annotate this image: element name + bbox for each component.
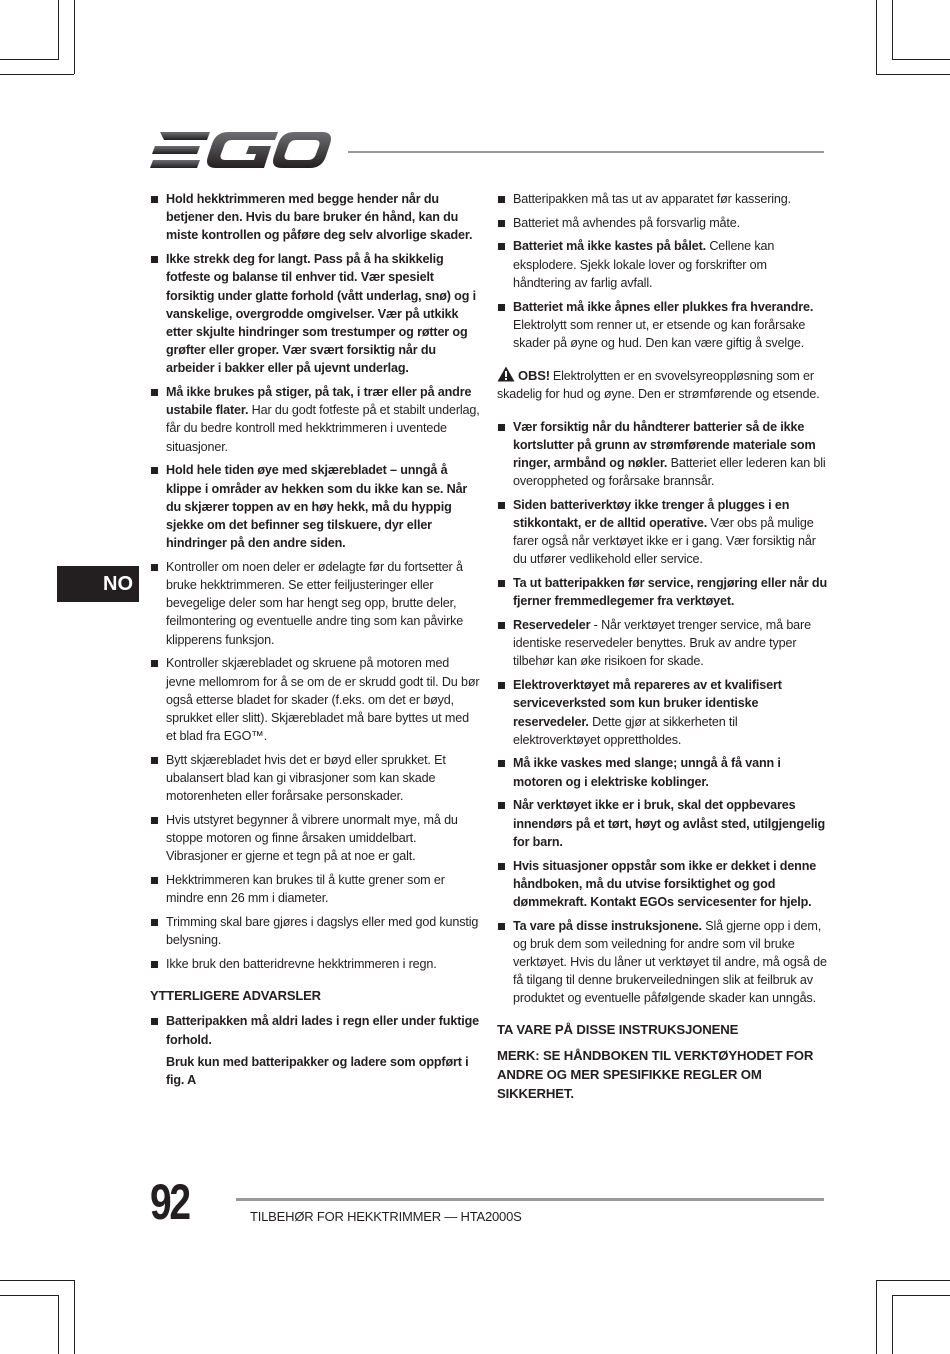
left-column <box>150 190 480 1096</box>
crop-mark <box>892 0 893 60</box>
list-item: Ta vare på disse instruksjonene. Slå gjerne opp i dem, og bruk dem som veiledning for andre som vil bruke verktøyet. Hvis du låner ut verktøyet til andre, må også de få tilgang til denne brukerveiledningen slik at feilbruk av produktet og eventuelle påfølgende skader kan unngås. <box>497 917 827 1008</box>
closing-note: MERK: SE HÅNDBOKEN TIL VERKTØYHODET FOR ANDRE OG MER SPESIFIKKE REGLER OM SIKKERHET. <box>497 1047 814 1101</box>
list-item: Hold hele tiden øye med skjærebladet – unngå å klippe i områder av hekken som du ikke kan se. Når du skjærer toppen av en høy hekk, må du hyppig sjekke om det befinner seg tilskuere, dyr eller hindringer på den andre siden. <box>150 461 480 552</box>
list-item: Hvis utstyret begynner å vibrere unormalt mye, må du stoppe motoren og finne årsaken umiddelbart. Vibrasjoner er gjerne et tegn på at noe er galt. <box>150 811 480 866</box>
list-item: Ikke bruk den batteridrevne hekktrimmeren i regn. <box>150 955 480 973</box>
bullet <box>151 196 158 203</box>
bullet <box>498 923 505 930</box>
bullet <box>498 196 505 203</box>
crop-mark <box>876 1280 950 1281</box>
footer-title: TILBEHØR FOR HEKKTRIMMER — HTA2000S <box>250 1209 522 1224</box>
obs-warning <box>497 366 827 403</box>
list-item: Når verktøyet ikke er i bruk, skal det oppbevares innendørs på et tørt, høyt og avlåst sted, utilgjengelig for barn. <box>497 796 827 851</box>
list-item: Reservedeler - Når verktøyet trenger service, må bare identiske reservedeler benyttes. Bruk av andre typer tilbehør kan øke risikoen for skade. <box>497 616 827 671</box>
list-item: Batteriet må avhendes på forsvarlig måte. <box>497 214 827 232</box>
bullet <box>151 660 158 667</box>
bullet <box>151 817 158 824</box>
crop-mark <box>876 0 877 74</box>
list-item: Elektroverktøyet må repareres av et kvalifisert serviceverksted som kun bruker identiske reservedeler. Dette gjør at sikkerheten til elektroverktøyet opprettholdes. <box>497 676 827 749</box>
crop-mark <box>58 1295 59 1354</box>
list-item: Må ikke brukes på stiger, på tak, i trær eller på andre ustabile flater. Har du godt fotfeste på et stabilt underlag, får du bedre kontroll med hekktrimmeren i uventede situasjoner. <box>150 383 480 456</box>
bullet <box>498 580 505 587</box>
right-column <box>497 190 827 1103</box>
bullet <box>151 389 158 396</box>
crop-mark <box>876 74 950 75</box>
header-rule <box>348 151 824 153</box>
crop-mark <box>58 0 59 60</box>
closing-heading: TA VARE PÅ DISSE INSTRUKSJONENE <box>497 1021 739 1037</box>
list-item: Batteripakken må aldri lades i regn eller under fuktige forhold. <box>150 1012 480 1048</box>
bullet <box>151 1018 158 1025</box>
list-item: Bytt skjærebladet hvis det er bøyd eller sprukket. Et ubalansert blad kan gi vibrasjoner som kan skade motorenheten eller forårsake personskader. <box>150 751 480 806</box>
bullet <box>151 757 158 764</box>
ego-logo <box>150 130 332 170</box>
list-item: Batteripakken må tas ut av apparatet før kassering. <box>497 190 827 208</box>
warning-icon <box>497 366 515 382</box>
bullet <box>498 424 505 431</box>
list-item: Kontroller om noen deler er ødelagte før du fortsetter å bruke hekktrimmeren. Se etter feiljusteringer eller bevegelige deler som har hengt seg opp, brutte deler, feilmontering og eventuelle andre ting som kan påvirke klipperens funksjon. <box>150 558 480 649</box>
crop-mark <box>0 59 58 60</box>
bullet <box>151 564 158 571</box>
bullet <box>498 622 505 629</box>
list-item: Kontroller skjærebladet og skruene på motoren med jevne mellomrom for å se om de er skrudd godt til. Du bør også etterse bladet for skader (f.eks. om det er bøyd, sprukket eller slitt). Skjærebladet må bare byttes ut med et blad fra EGO™. <box>150 654 480 745</box>
bullet <box>498 682 505 689</box>
bullet <box>498 802 505 809</box>
list-item: Hekktrimmeren kan brukes til å kutte grener som er mindre enn 26 mm i diameter. <box>150 871 480 907</box>
bullet <box>151 467 158 474</box>
list-item: Batteriet må ikke kastes på bålet. Cellene kan eksplodere. Sjekk lokale lover og forskrifter om håndtering av farlig avfall. <box>497 237 827 292</box>
bullet <box>151 256 158 263</box>
bullet <box>498 243 505 250</box>
bullet <box>498 220 505 227</box>
crop-mark <box>74 1280 75 1354</box>
bullet <box>498 304 505 311</box>
section-heading: YTTERLIGERE ADVARSLER <box>150 988 321 1004</box>
bullet <box>498 502 505 509</box>
list-item: Trimming skal bare gjøres i dagslys eller med god kunstig belysning. <box>150 913 480 949</box>
page-number: 92 <box>150 1174 189 1230</box>
list-item: Ikke strekk deg for langt. Pass på å ha skikkelig fotfeste og balanse til enhver tid. Vær spesielt forsiktig under glatte forhold (vått underlag, snø) og i vanskelige, overgrodde omgivelser. Vær på utkikk etter skjulte hindringer som trestumper og røtter og grøfter eller groper. Vær svært forsiktig når du arbeider i bakker eller på ujevnt underlag. <box>150 250 480 377</box>
bullet <box>498 863 505 870</box>
crop-mark <box>0 74 74 75</box>
bullet <box>151 961 158 968</box>
list-item: Ta ut batteripakken før service, rengjøring eller når du fjerner fremmedlegemer fra verktøyet. <box>497 574 827 610</box>
crop-mark <box>0 1295 58 1296</box>
additional-note: Bruk kun med batteripakker og ladere som oppført i fig. A <box>166 1055 469 1088</box>
bullet <box>151 919 158 926</box>
crop-mark <box>892 59 950 60</box>
bullet <box>498 760 505 767</box>
obs-text: Elektrolytten er en svovelsyreoppløsning som er skadelig for hud og øyne. Den er strømførende og etsende. <box>497 369 820 402</box>
crop-mark <box>74 0 75 74</box>
crop-mark <box>892 1295 950 1296</box>
list-item: Må ikke vaskes med slange; unngå å få vann i motoren og i elektriske koblinger. <box>497 754 827 790</box>
list-item: Hvis situasjoner oppstår som ikke er dekket i denne håndboken, må du utvise forsiktighet og god dømmekraft. Kontakt EGOs servicesenter for hjelp. <box>497 857 827 912</box>
list-item: Batteriet må ikke åpnes eller plukkes fra hverandre. Elektrolytt som renner ut, er etsende og kan forårsake skader på øyne og hud. Den kan være giftig å svelge. <box>497 298 827 353</box>
footer-rule <box>236 1198 824 1201</box>
bullet <box>151 877 158 884</box>
crop-mark <box>0 1280 74 1281</box>
list-item: Siden batteriverktøy ikke trenger å plugges i en stikkontakt, er de alltid operative. Vær obs på mulige farer også når verktøyet ikke er i gang. Vær forsiktig når du utfører vedlikehold eller service. <box>497 496 827 569</box>
crop-mark <box>892 1295 893 1354</box>
crop-mark <box>876 1280 877 1354</box>
obs-label: OBS! <box>518 368 550 384</box>
list-item: Hold hekktrimmeren med begge hender når du betjener den. Hvis du bare bruker én hånd, kan du miste kontrollen og påføre deg selv alvorlige skader. <box>150 190 480 245</box>
list-item: Vær forsiktig når du håndterer batterier så de ikke kortslutter på grunn av strømførende materiale som ringer, armbånd og nøkler. Batteriet eller lederen kan bli overoppheted og forårsake brannsår. <box>497 418 827 491</box>
language-tab: NO <box>57 566 139 602</box>
